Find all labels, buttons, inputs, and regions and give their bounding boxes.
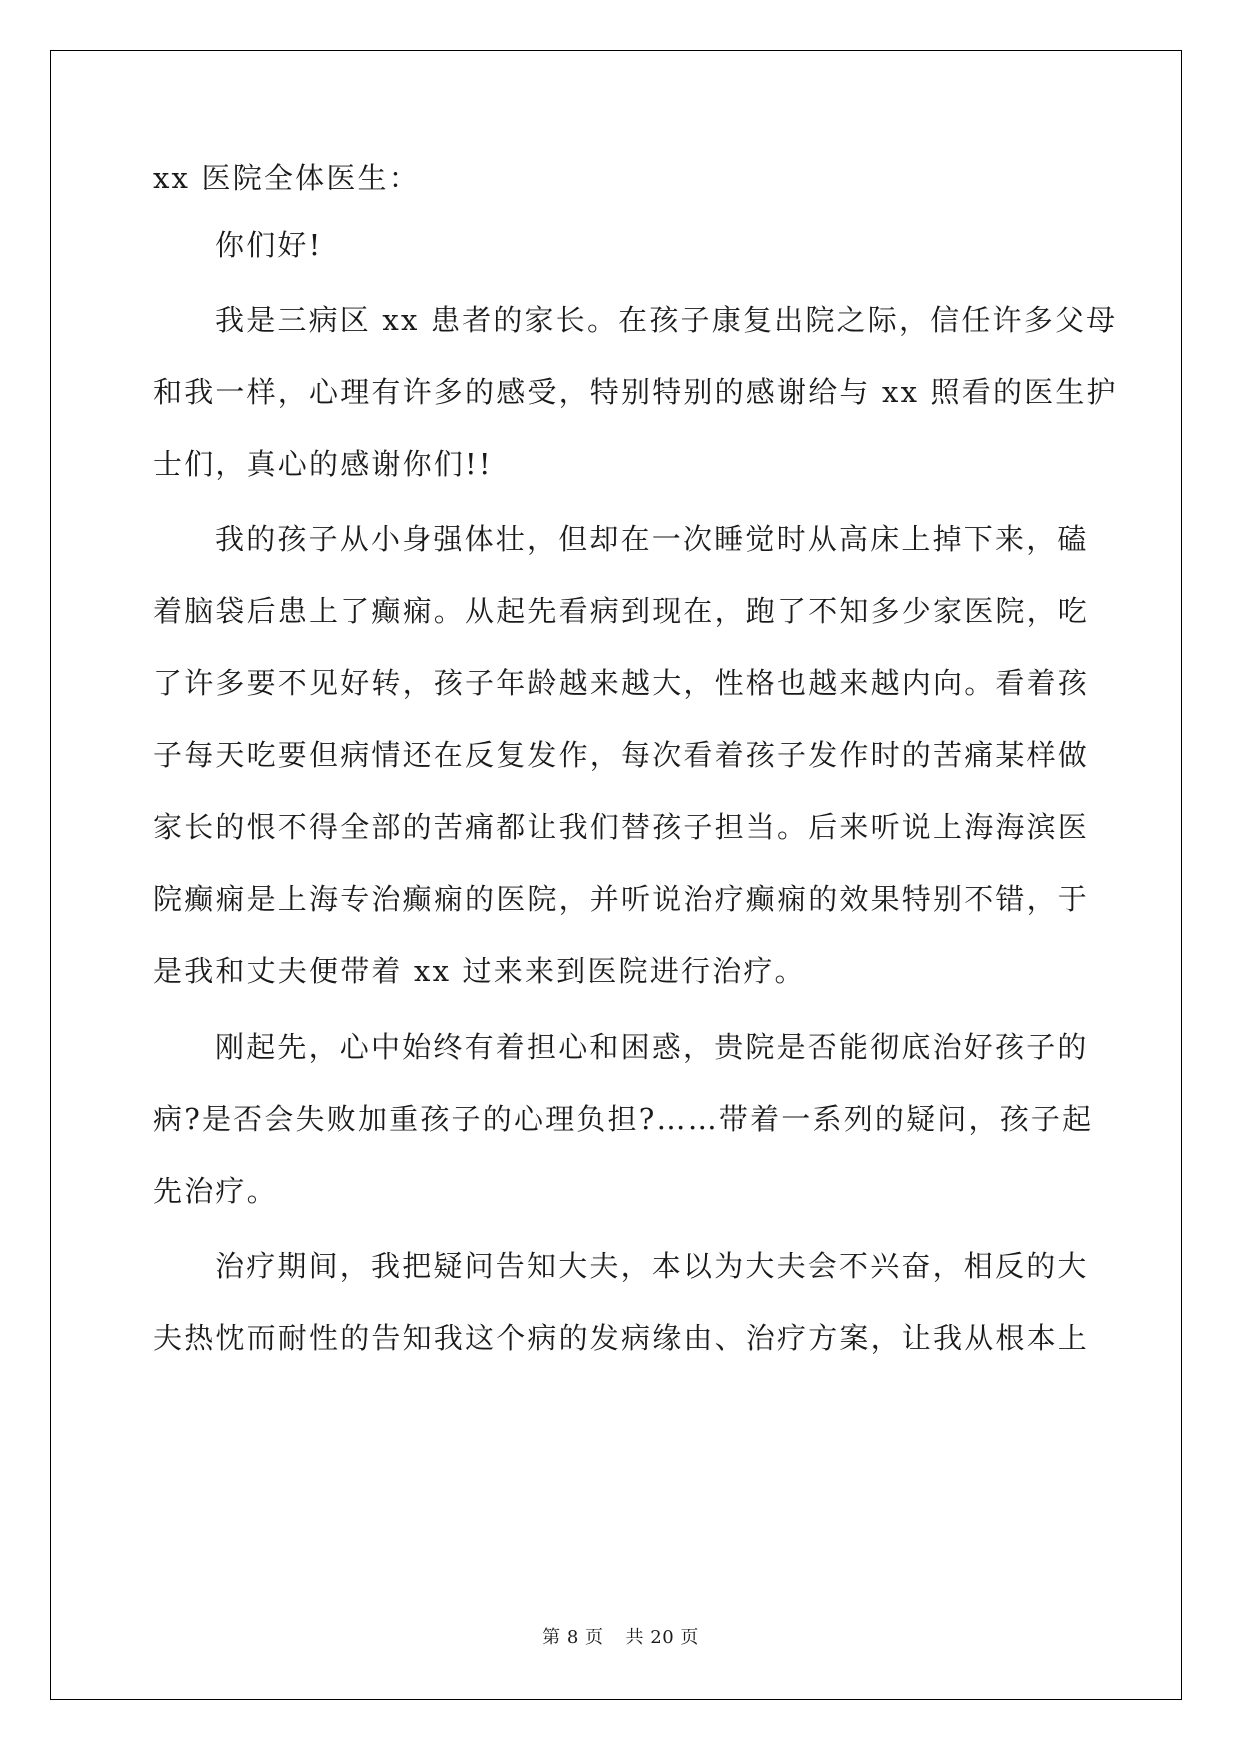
body-text-line: 院癫痫是上海专治癫痫的医院，并听说治疗癫痫的效果特别不错，于 xyxy=(153,882,1090,916)
page-footer xyxy=(0,1626,1241,1650)
body-text-line: 先治疗。 xyxy=(153,1174,278,1208)
body-text-line: 士们，真心的感谢你们!! xyxy=(153,447,493,481)
body-text-line: 和我一样，心理有许多的感受，特别特别的感谢给与 xx 照看的医生护 xyxy=(153,375,1118,409)
body-text-line: 病?是否会失败加重孩子的心理负担?……带着一系列的疑问，孩子起 xyxy=(153,1102,1094,1136)
body-text-line: 刚起先，心中始终有着担心和困惑，贵院是否能彻底治好孩子的 xyxy=(215,1030,1089,1064)
body-text-line: 夫热忱而耐性的告知我这个病的发病缘由、治疗方案，让我从根本上 xyxy=(153,1321,1090,1355)
body-text-line: 治疗期间，我把疑问告知大夫，本以为大夫会不兴奋，相反的大 xyxy=(215,1249,1089,1283)
salutation-line: xx 医院全体医生： xyxy=(153,161,420,195)
page-border xyxy=(50,50,1182,1700)
body-text-line: 着脑袋后患上了癫痫。从起先看病到现在，跑了不知多少家医院，吃 xyxy=(153,594,1090,628)
body-text-line: 子每天吃要但病情还在反复发作，每次看着孩子发作时的苦痛某样做 xyxy=(153,738,1090,772)
body-text-line: 家长的恨不得全部的苦痛都让我们替孩子担当。后来听说上海海滨医 xyxy=(153,810,1090,844)
body-text-line: 我是三病区 xx 患者的家长。在孩子康复出院之际，信任许多父母 xyxy=(215,303,1118,337)
body-text-line: 是我和丈夫便带着 xx 过来来到医院进行治疗。 xyxy=(153,954,806,988)
body-text-line: 我的孩子从小身强体壮，但却在一次睡觉时从高床上掉下来，磕 xyxy=(215,522,1089,556)
page-total: 共 20 页 xyxy=(625,1627,699,1648)
greeting-line: 你们好! xyxy=(215,228,323,262)
page-number: 第 8 页 xyxy=(542,1627,604,1648)
body-text-line: 了许多要不见好转，孩子年龄越来越大，性格也越来越内向。看着孩 xyxy=(153,666,1090,700)
